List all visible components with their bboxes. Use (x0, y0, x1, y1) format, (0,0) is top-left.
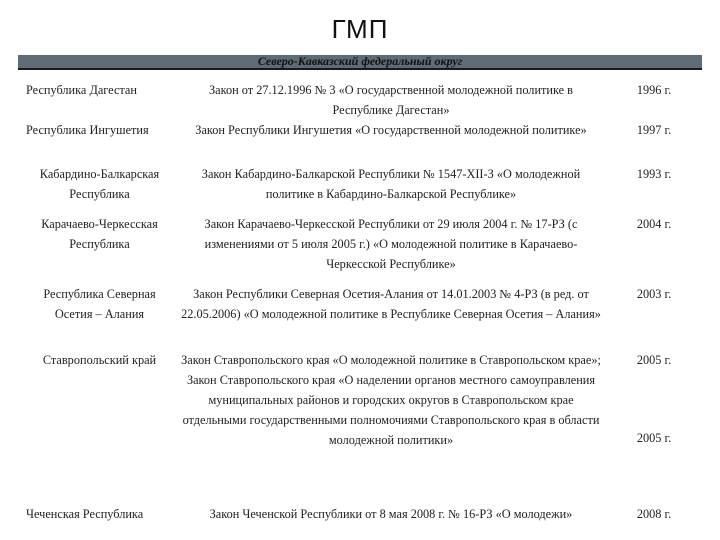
laws-table (18, 55, 702, 534)
region-cell: Республика Северная Осетия – Алания (43, 287, 156, 321)
law-cell: Закон Кабардино-Балкарской Республики № 1547-XII-З «О молодежной политике в Кабардино-Балкарской Республике» (201, 167, 581, 201)
year-cell (606, 350, 702, 504)
law-cell: Закон Ставропольского края «О молодежной политике в Ставропольском крае»; Закон Ставропольского края «О наделении органов местного самоуправления муниципальных районов и городских округов в Ставропольском крае отдельными государственными полномочиями Ставропольского края в области молодежной политики» (181, 353, 601, 447)
table-row (18, 350, 702, 504)
law-cell: Закон от 27.12.1996 № 3 «О государственной молодежной политике в Республике Дагестан» (208, 83, 573, 117)
district-header: Северо-Кавказский федеральный округ (18, 55, 702, 69)
year-value: 2005 г. (636, 431, 672, 445)
year-cell: 1993 г. (636, 167, 672, 181)
law-cell: Закон Республики Ингушетия «О государственной молодежной политике» (195, 123, 587, 137)
year-cell: 1996 г. (636, 83, 672, 97)
table-header-row (18, 55, 702, 69)
region-cell: Республика Дагестан (26, 83, 137, 97)
law-cell: Закон Чеченской Республики от 8 мая 2008 г. № 16-РЗ «О молодежи» (209, 507, 573, 521)
year-value: 2005 г. (636, 353, 672, 367)
table-row (18, 214, 702, 284)
region-cell: Республика Ингушетия (26, 123, 149, 137)
table-row (18, 164, 702, 214)
table-row (18, 69, 702, 120)
law-cell: Закон Республики Северная Осетия-Алания от 14.01.2003 № 4-РЗ (в ред. от 22.05.2006) «О молодежной политике в Республике Северная Осетия – Алания» (181, 287, 601, 321)
year-cell: 2004 г. (636, 217, 672, 231)
region-cell: Кабардино-Балкарская Республика (39, 167, 160, 201)
law-cell: Закон Карачаево-Черкесской Республики от 29 июля 2004 г. № 17-РЗ (с изменениями от 5 июля 2005 г.) «О молодежной политике в Карачаево-Черкесской Республике» (204, 217, 578, 271)
year-cell: 1997 г. (636, 123, 672, 137)
table-row (18, 504, 702, 534)
table-row (18, 120, 702, 164)
spacer (609, 370, 699, 428)
year-cell: 2003 г. (636, 287, 672, 301)
region-cell: Чеченская Республика (26, 507, 144, 521)
table-row (18, 284, 702, 350)
slide-title: ГМП (331, 14, 389, 44)
region-cell: Карачаево-Черкесская Республика (41, 217, 158, 251)
year-cell: 2008 г. (636, 507, 672, 521)
region-cell: Ставропольский край (42, 353, 157, 367)
